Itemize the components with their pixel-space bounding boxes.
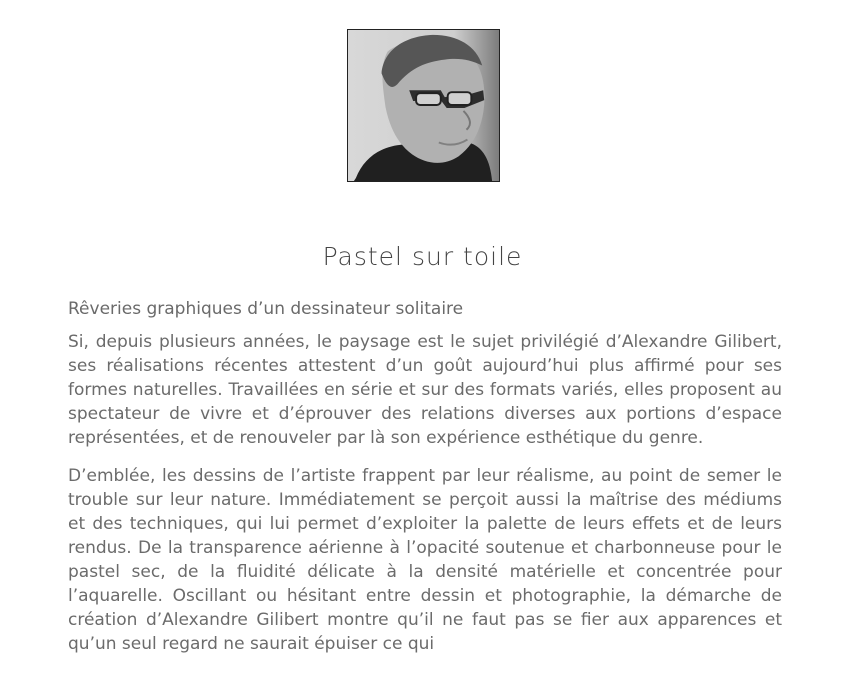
article-body (68, 297, 782, 670)
article-paragraph: D’emblée, les dessins de l’artiste frappent par leur réalisme, au point de semer le trouble sur leur nature. Immédiatement se perçoit aussi la maîtrise des médiums et des techniques, qui lui permet d’exploiter la palette de leurs effets et de leurs rendus. De la transparence aérienne à l’opacité soutenue et charbonneuse pour le pastel sec, de la fluidité délicate à la densité matérielle et concentrée pour l’aquarelle. Oscillant ou hésitant entre dessin et photographie, la démarche de création d’Alexandre Gilibert montre qu’il ne faut pas se fier aux apparences et qu’un seul regard ne saurait épuiser ce qui (68, 466, 782, 654)
article-subtitle: Rêveries graphiques d’un dessinateur solitaire (68, 299, 464, 319)
portrait-image (348, 30, 499, 181)
article-paragraph: Si, depuis plusieurs années, le paysage est le sujet privilégié d’Alexandre Gilibert, ses réalisations récentes attestent d’un goût aujourd’hui plus affirmé pour ses formes naturelles. Travaillées en série et sur des formats variés, elles proposent au spectateur de vivre et d’éprouver des relations diverses aux portions d’espace représentées, et de renouveler par là son expérience esthétique du genre. (68, 332, 782, 448)
portrait-photo (347, 29, 500, 182)
page-title: Pastel sur toile (322, 241, 523, 271)
